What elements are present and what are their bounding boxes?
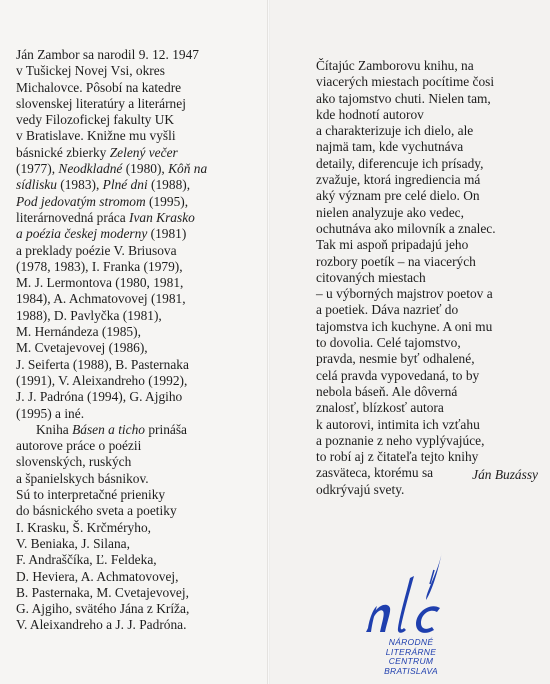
- book-desc-line: autorove práce o poézii: [16, 438, 142, 454]
- review-line: detaily, diferencuje ich prísady,: [316, 155, 484, 171]
- bio-line: (1995) a iné.: [16, 405, 85, 421]
- author-bio: [16, 47, 207, 634]
- bio-text: literárnovedná práca: [16, 209, 130, 225]
- review-line: nielen analyzuje ako vedec,: [316, 204, 464, 220]
- review-line: viacerých miestach pocítime čosi: [316, 74, 495, 90]
- bio-line: slovenskej literatúry a literárnej: [16, 95, 186, 111]
- review-line: – u výborných majstrov poetov a: [316, 286, 493, 302]
- bio-line: [16, 226, 207, 242]
- book-title: Básen a ticho: [72, 421, 145, 437]
- bio-line: J. J. Padróna (1994), G. Ajgiho: [16, 389, 183, 405]
- book-desc-line: V. Aleixandreho a J. J. Padróna.: [16, 617, 187, 633]
- book-desc-line: B. Pasternaka, M. Cvetajevovej,: [16, 584, 189, 600]
- review-line: najmä tam, kde vychutnáva: [316, 139, 464, 155]
- page-fold-divider: [267, 0, 270, 684]
- review-line: ochutnáva ako milovník a znalec.: [316, 220, 496, 236]
- review-line: citovaných miestach: [316, 269, 426, 285]
- bio-text: prináša: [144, 421, 187, 437]
- bio-line: [16, 177, 207, 193]
- book-desc-line: a španielskych básnikov.: [16, 470, 149, 486]
- book-title: Pod jedovatým stromom: [16, 193, 146, 209]
- book-title: Plné dni: [102, 177, 148, 193]
- book-desc-line: do básnického sveta a poetiky: [16, 503, 177, 519]
- bio-text: (1980),: [122, 161, 169, 177]
- review-line: znalosť, blízkosť autora: [316, 400, 444, 416]
- bio-line: Ján Zambor sa narodil 9. 12. 1947: [16, 47, 199, 62]
- book-desc-line: slovenských, ruských: [16, 454, 132, 470]
- book-title: Kôň na: [168, 161, 208, 177]
- review-line: celá pravda vypovedaná, to by: [316, 367, 480, 383]
- review-line: a poznanie z neho vyplývajúce,: [316, 432, 485, 448]
- bio-line: Michalovce. Pôsobí na katedre: [16, 79, 182, 95]
- bio-line: a preklady poézie V. Briusova: [16, 242, 177, 258]
- review-line: aký význam pre celé dielo. On: [316, 188, 480, 204]
- bio-line: v Bratislave. Knižne mu vyšli: [16, 128, 176, 144]
- review-line: a poetiek. Dáva nazrieť do: [316, 302, 459, 318]
- book-title: Neodkladné: [58, 161, 123, 177]
- bio-line: v Tušickej Novej Vsi, okres: [16, 63, 165, 79]
- bio-line: (1978, 1983), I. Franka (1979),: [16, 258, 183, 274]
- review-line: k autorovi, intimita ich vzťahu: [316, 416, 480, 432]
- review-line: a charakterizuje ich dielo, ale: [316, 123, 474, 139]
- bio-line: J. Seiferta (1988), B. Pasternaka: [16, 356, 189, 372]
- review-line: zvažuje, ktorá ingrediencia má: [316, 172, 481, 188]
- bio-line: 1984), A. Achmatovovej (1981,: [16, 291, 186, 307]
- bio-line: vedy Filozofickej fakulty UK: [16, 112, 175, 128]
- review-line: tajomstva ich kuchyne. A oni mu: [316, 318, 493, 334]
- review-line: odkrývajú svety.: [316, 481, 405, 497]
- book-title: Ivan Krasko: [129, 209, 195, 225]
- review-line: Čítajúc Zamborovu knihu, na: [316, 58, 474, 73]
- bio-text: (1977),: [16, 161, 59, 177]
- bio-line: [16, 194, 207, 210]
- bio-line: [16, 145, 207, 161]
- review-line: to robí aj z čitateľa tejto knihy: [316, 449, 479, 465]
- book-title: a poézia českej moderny: [16, 226, 148, 242]
- bio-text: (1981): [147, 226, 187, 242]
- bio-line: [16, 161, 207, 177]
- review-line: nebola báseň. Ale dôverná: [316, 383, 458, 399]
- book-title: sídlisku: [16, 177, 57, 193]
- book-desc-line: I. Krasku, Š. Krčméryho,: [16, 519, 151, 535]
- bio-line: M. J. Lermontova (1980, 1981,: [16, 275, 184, 291]
- book-desc-line: D. Heviera, A. Achmatovovej,: [16, 568, 179, 584]
- review-text: [316, 58, 496, 498]
- logo-caption-line: NÁRODNÉ LITERÁRNE: [385, 637, 437, 657]
- bio-text: (1988),: [147, 177, 191, 193]
- review-line: rozbory poetík – na viacerých: [316, 253, 476, 269]
- book-desc-line: V. Beniaka, J. Silana,: [16, 535, 130, 551]
- review-line: pravda, nesmie byť odhalené,: [316, 351, 475, 367]
- logo-caption: [366, 638, 456, 676]
- review-line: to dovolia. Celé tajomstvo,: [316, 335, 461, 351]
- book-title: Zelený večer: [109, 144, 178, 160]
- review-line: Tak mi aspoň pripadajú jeho: [316, 237, 469, 253]
- book-desc-line: G. Ajgiho, svätého Jána z Kríža,: [16, 601, 190, 617]
- review-signature: Ján Buzássy: [472, 467, 538, 482]
- bio-text: básnické zbierky: [16, 144, 110, 160]
- bio-line: [16, 210, 207, 226]
- book-desc-line: F. Andraščíka, Ľ. Feldeka,: [16, 552, 157, 568]
- review-line: zasväteca, ktorému sa: [316, 465, 434, 481]
- bio-line: (1991), V. Aleixandreho (1992),: [16, 372, 188, 388]
- bio-line: M. Hernándeza (1985),: [16, 324, 141, 340]
- logo-caption-line: BRATISLAVA: [384, 665, 438, 676]
- bio-text: (1983),: [56, 177, 103, 193]
- review-line: kde hodnotí autorov: [316, 106, 424, 122]
- bio-line: M. Cvetajevovej (1986),: [16, 340, 148, 356]
- bio-line: 1988), D. Pavlyčka (1981),: [16, 307, 162, 323]
- logo-caption-line: CENTRUM: [388, 656, 434, 666]
- bio-text: Kniha: [36, 421, 73, 437]
- review-line: ako tajomstvo chuti. Nielen tam,: [316, 90, 491, 106]
- book-desc-line: [16, 422, 207, 438]
- book-desc-line: Sú to interpretačné prieniky: [16, 487, 166, 503]
- bio-text: (1995),: [145, 193, 189, 209]
